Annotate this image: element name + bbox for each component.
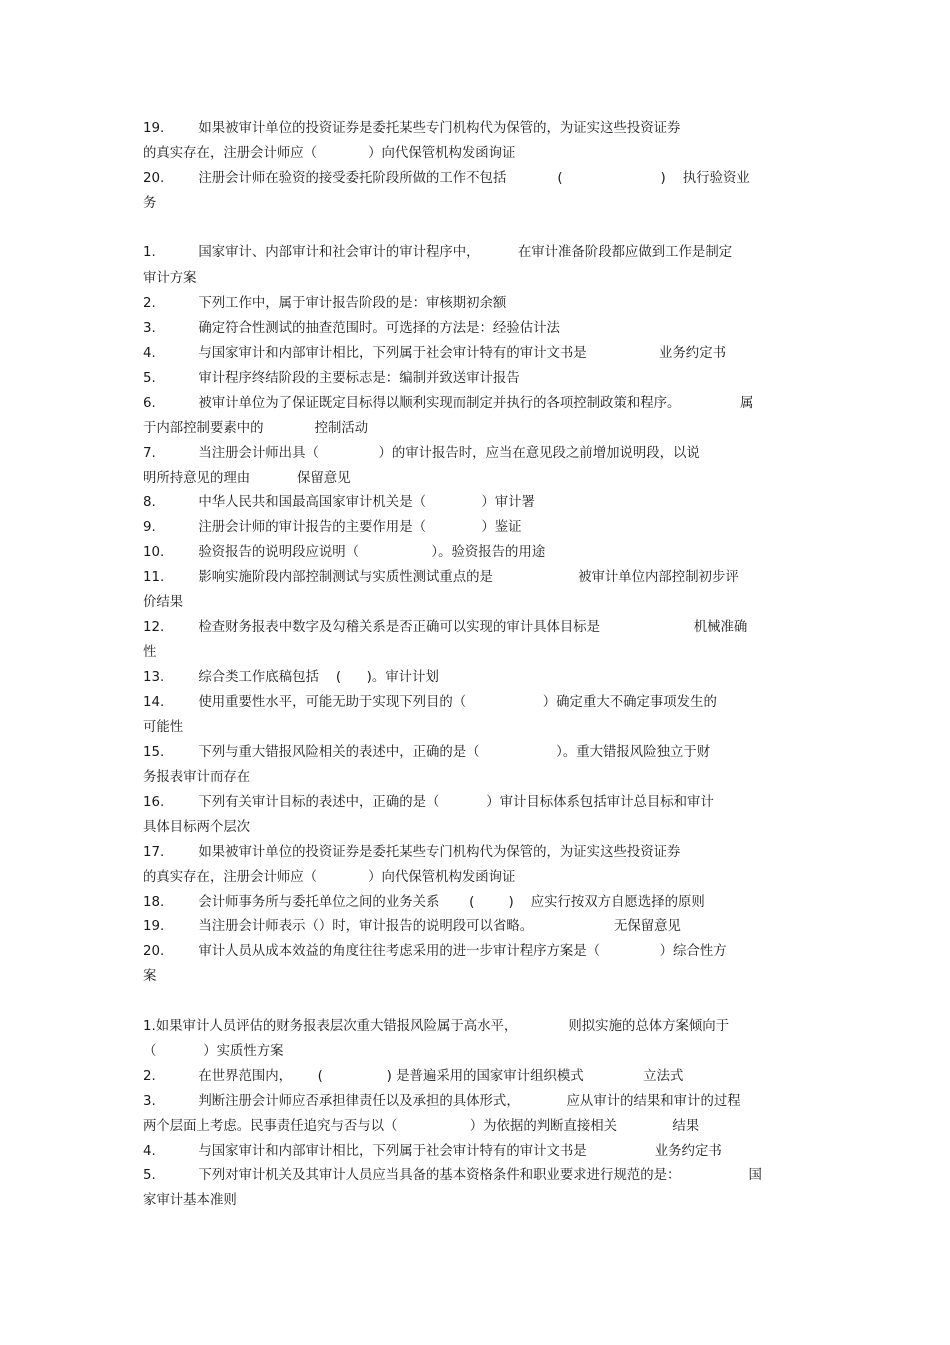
text-line: 19. 如果被审计单位的投资证券是委托某些专门机构代为保管的，为证实这些投资证券: [143, 121, 681, 136]
text-line: 1.如果审计人员评估的财务报表层次重大错报风险属于高水平， 则拟实施的总体方案倾向于: [143, 1019, 730, 1034]
text-line: 20. 审计人员从成本效益的角度往往考虑采用的进一步审计程序方案是（ ）综合性方: [143, 944, 727, 959]
text-line: 性: [143, 645, 157, 660]
text-line: 5. 审计程序终结阶段的主要标志是：编制并致送审计报告: [143, 371, 520, 386]
text-line: 的真实存在，注册会计师应（ ）向代保管机构发函询证: [143, 870, 516, 885]
text-line: 10. 验资报告的说明段应说明（ ）。验资报告的用途: [143, 545, 546, 560]
text-line: 4. 与国家审计和内部审计相比，下列属于社会审计特有的审计文书是 业务约定书: [143, 346, 726, 361]
text-line: 17. 如果被审计单位的投资证券是委托某些专门机构代为保管的，为证实这些投资证券: [143, 845, 681, 860]
text-line: 16. 下列有关审计目标的表述中，正确的是（ ）审计目标体系包括审计总目标和审计: [143, 795, 714, 810]
text-line: 5. 下列对审计机关及其审计人员应当具备的基本资格条件和职业要求进行规范的是： 国: [143, 1168, 762, 1183]
text-line: 2. 下列工作中，属于审计报告阶段的是：审核期初余额: [143, 296, 507, 311]
text-line: 务: [143, 196, 157, 211]
text-line: 价结果: [143, 595, 184, 610]
text-line: 11. 影响实施阶段内部控制测试与实质性测试重点的是 被审计单位内部控制初步评: [143, 570, 739, 585]
text-line: 2. 在世界范围内， ( ) 是普遍采用的国家审计组织模式 立法式: [143, 1069, 684, 1084]
text-line: 13. 综合类工作底稿包括 ( )。审计计划: [143, 670, 439, 685]
text-line: 案: [143, 969, 157, 984]
text-line: 7. 当注册会计师出具（ ）的审计报告时，应当在意见段之前增加说明段，以说: [143, 446, 700, 461]
text-line: 具体目标两个层次: [143, 820, 251, 835]
text-line: 12. 检查财务报表中数字及勾稽关系是否正确可以实现的审计具体目标是 机械准确: [143, 620, 748, 635]
text-line: 家审计基本准则: [143, 1193, 237, 1208]
text-line: 的真实存在，注册会计师应（ ）向代保管机构发函询证: [143, 146, 516, 161]
text-line: 9. 注册会计师的审计报告的主要作用是（ ）鉴证: [143, 520, 522, 535]
text-line: 3. 判断注册会计师应否承担律责任以及承担的具体形式， 应从审计的结果和审计的过程: [143, 1094, 741, 1109]
text-line: 可能性: [143, 720, 184, 735]
text-line: 于内部控制要素中的 控制活动: [143, 421, 369, 436]
text-line: 19. 当注册会计师表示（）时，审计报告的说明段可以省略。 无保留意见: [143, 919, 681, 934]
text-line: 审计方案: [143, 271, 197, 286]
text-line: 务报表审计而存在: [143, 770, 251, 785]
text-line: 20. 注册会计师在验资的接受委托阶段所做的工作不包括 ( ) 执行验资业: [143, 171, 750, 186]
text-line: 15. 下列与重大错报风险相关的表述中，正确的是（ ）。重大错报风险独立于财: [143, 745, 711, 760]
text-line: （ ）实质性方案: [143, 1044, 284, 1059]
text-line: 两个层面上考虑。民事责任追究与否与以（ ）为依据的判断直接相关 结果: [143, 1119, 700, 1134]
text-line: 明所持意见的理由 保留意见: [143, 471, 351, 486]
text-line: 8. 中华人民共和国最高国家审计机关是（ ）审计署: [143, 495, 535, 510]
text-line: 6. 被审计单位为了保证既定目标得以顺利实现而制定并执行的各项控制政策和程序。 属: [143, 396, 754, 411]
text-line: 1. 国家审计、内部审计和社会审计的审计程序中， 在审计准备阶段都应做到工作是制定: [143, 245, 733, 260]
text-line: 4. 与国家审计和内部审计相比，下列属于社会审计特有的审计文书是 业务约定书: [143, 1144, 722, 1159]
text-line: 3. 确定符合性测试的抽查范围时。可选择的方法是：经验估计法: [143, 321, 560, 336]
text-line: 18. 会计师事务所与委托单位之间的业务关系 ( ) 应实行按双方自愿选择的原则: [143, 895, 705, 910]
text-line: 14. 使用重要性水平，可能无助于实现下列目的（ ）确定重大不确定事项发生的: [143, 695, 717, 710]
